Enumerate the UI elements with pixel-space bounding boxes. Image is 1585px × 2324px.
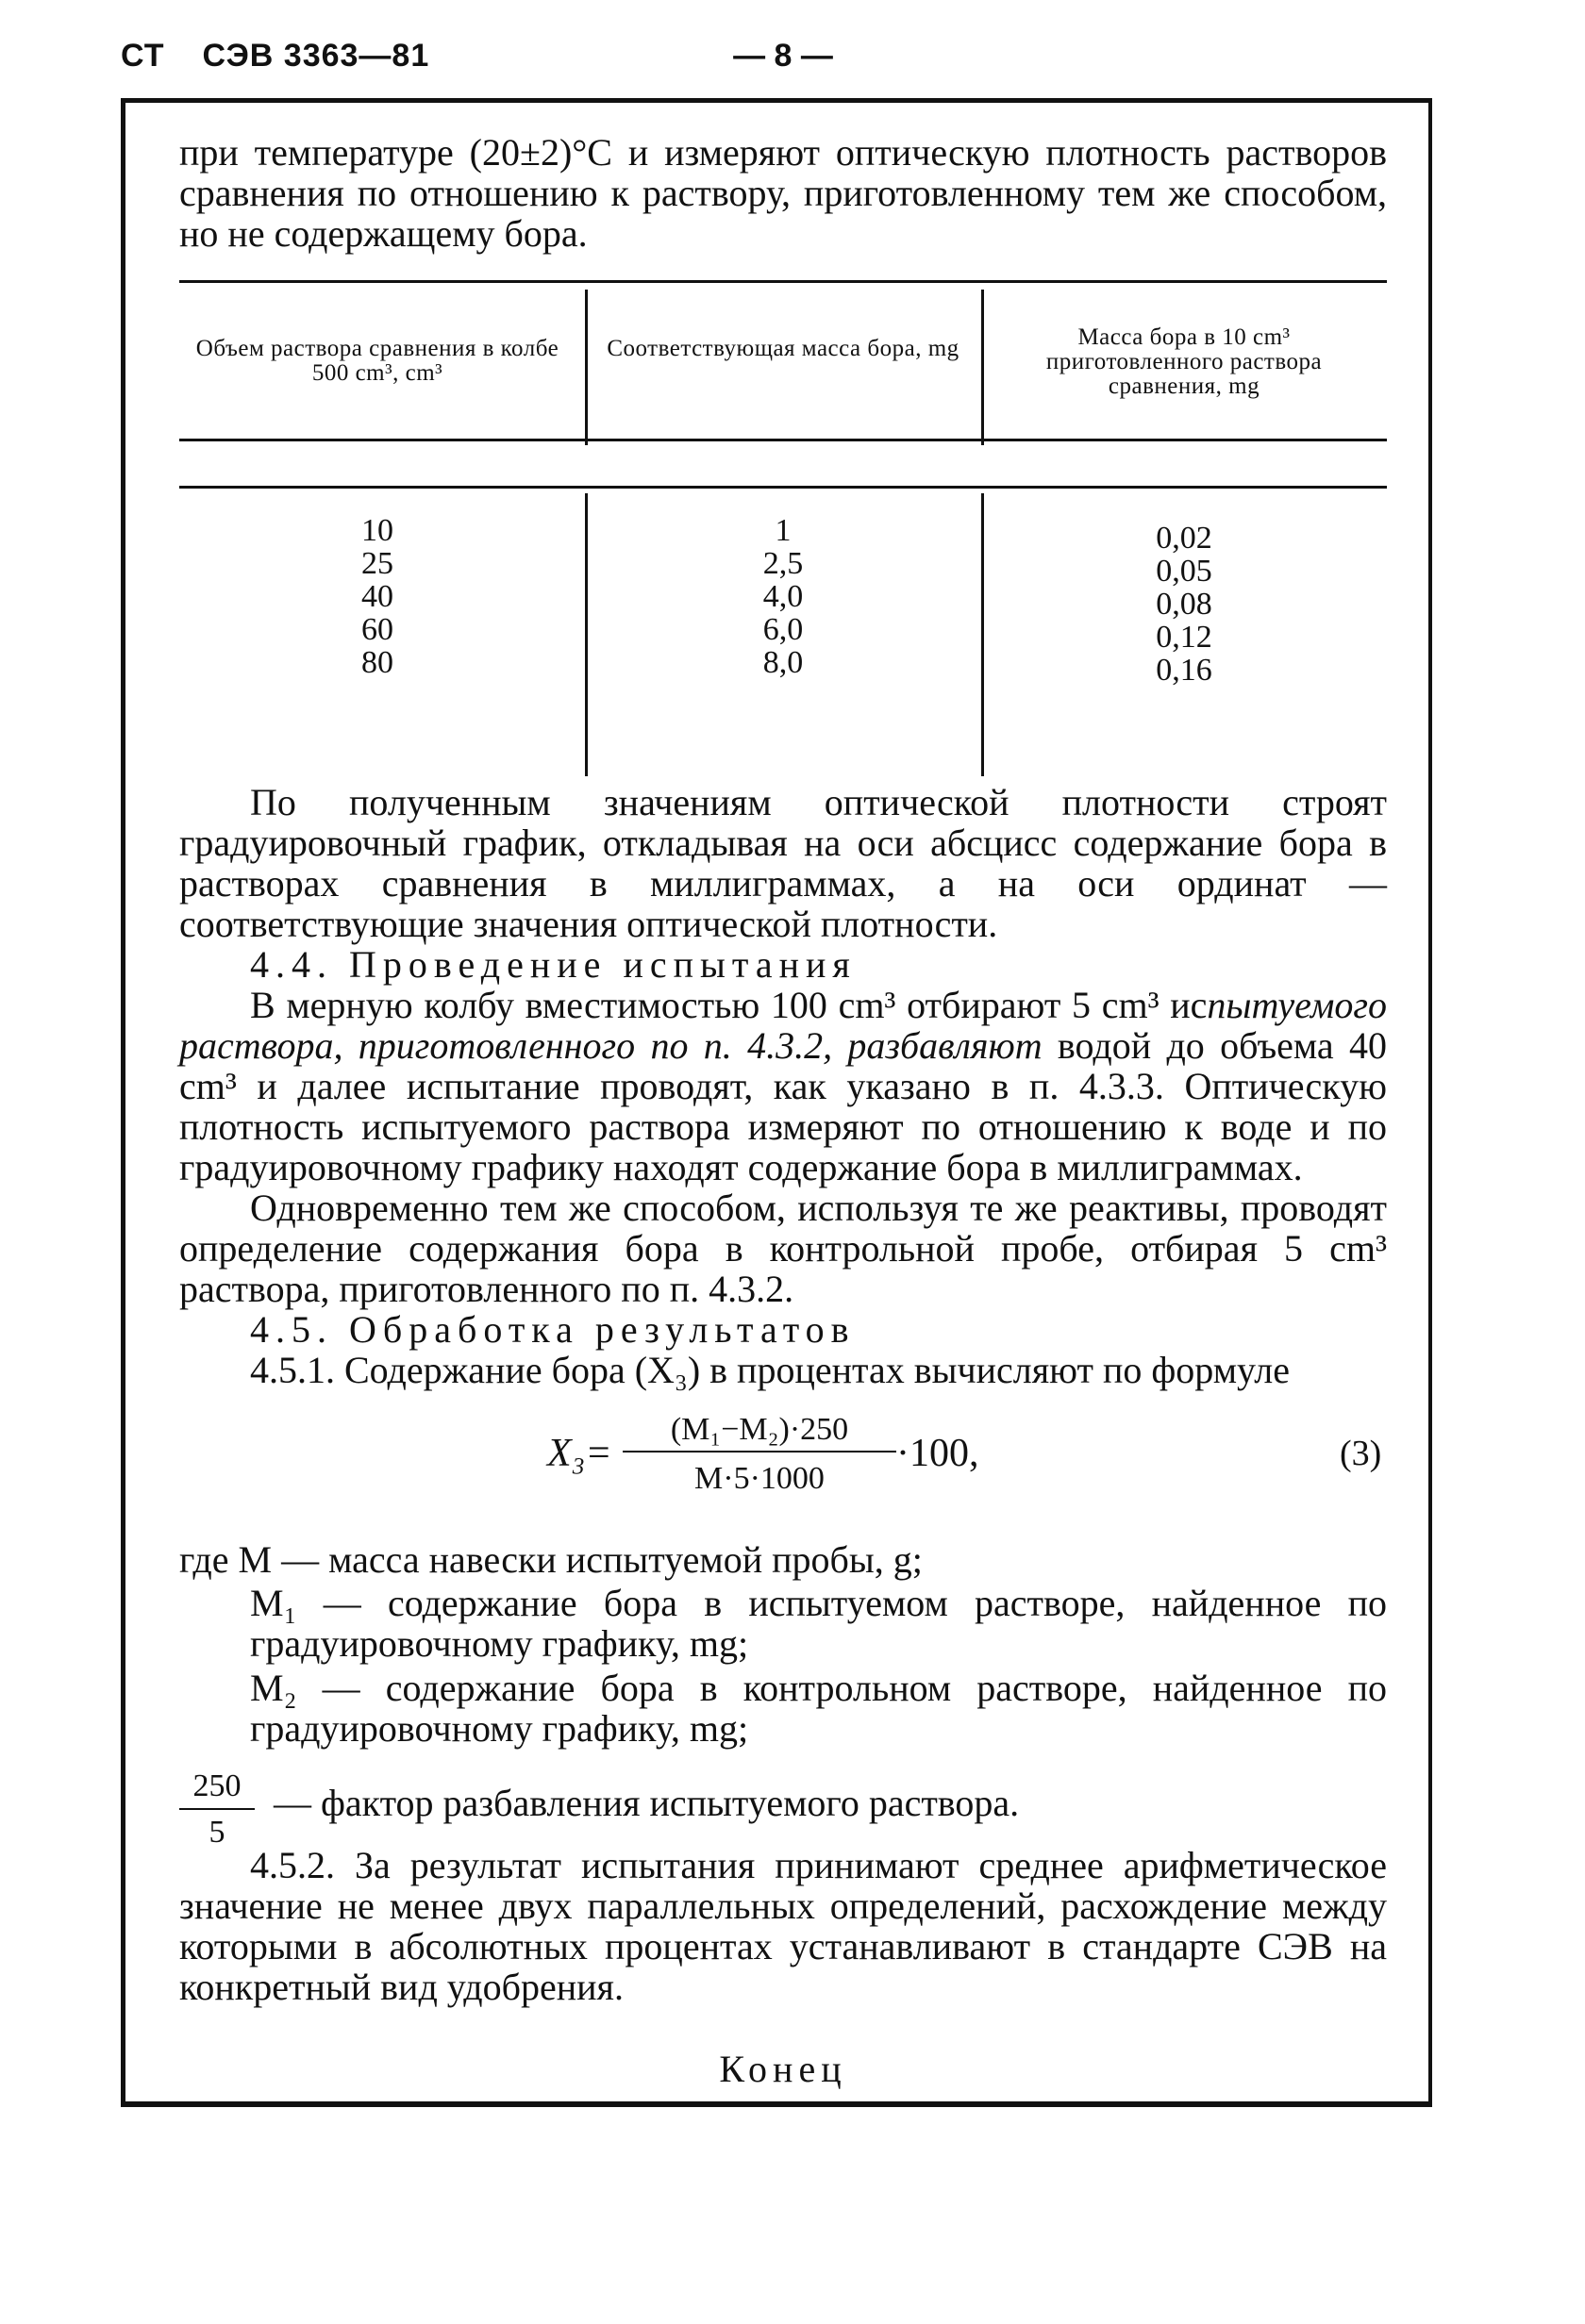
table-cell: 10 [361, 513, 393, 548]
table-header-mass-10cm3: Масса бора в 10 cm³ приготовленного раствора сравнения, mg [1045, 324, 1323, 399]
reference-solution-table [179, 280, 1387, 782]
section-4-5-2-paragraph: 4.5.2. За результат испытания принимают среднее арифметическое значение не менее двух параллельных определений, расхождение между которыми в абсолютных процентах устанавливают в стандарте СЭВ на конкретный вид удобрения. [179, 1844, 1387, 2008]
table-divider [981, 493, 984, 776]
formula-multiplier: ·100, [896, 1432, 979, 1475]
table-cell: 0,12 [1156, 620, 1212, 655]
standard-prefix: СТ [121, 38, 165, 74]
table-header-volume: Объем раствора сравнения в колбе 500 cm³, cm³ [195, 336, 559, 386]
table-cell: 6,0 [762, 612, 804, 647]
section-4-4-paragraph-2: Одновременно тем же способом, используя те же реактивы, проводят определение содержания бора в контрольной пробе, отбирая 5 cm³ раствора, приготовленного по п. 4.3.2. [179, 1187, 1387, 1310]
fraction-bar [623, 1451, 896, 1452]
formula-denominator: M·5·1000 [694, 1461, 825, 1496]
table-cell: 40 [361, 579, 393, 614]
graph-paragraph: По полученным значениям оптической плотности строят градуировочный график, откладывая на оси абсцисс содержание бора в растворах сравнения в миллиграммах, а на оси ординат — соответствующие значения оптической плотности. [179, 781, 1387, 945]
page-header [121, 38, 429, 75]
definition-m: где M — масса навески испытуемой пробы, g; [179, 1538, 923, 1581]
section-4-4-paragraph-1 [179, 985, 1387, 1187]
section-4-4-title: 4.4. Проведение испытания [250, 943, 857, 986]
table-header-rule [179, 439, 1387, 441]
table-top-rule [179, 280, 1387, 283]
text-run-italic: пытуемого раствора, приготовленного по п. 4.3.2, разбавляют [179, 984, 1387, 1067]
table-divider [585, 290, 588, 445]
page-number: — 8 — [733, 38, 833, 74]
text-run: водой до объема 40 cm³ и далее испытание проводят, как указано в п. 4.3.3. Оптическую плотность испытуемого раствора измеряют по отношению к воде и по градуировочному графику находят содержание бора в миллиграммах. [179, 1024, 1387, 1188]
fraction-bar [179, 1808, 255, 1810]
standard-code: СЭВ 3363—81 [202, 38, 430, 74]
factor-description: — фактор разбавления испытуемого раствора. [274, 1782, 1020, 1824]
table-column-mass [594, 514, 972, 679]
section-4-5-title: 4.5. Обработка результатов [250, 1308, 856, 1351]
table-body-rule [179, 486, 1387, 489]
formula-lhs: X₃= [547, 1432, 612, 1475]
table-cell: 2,5 [762, 546, 804, 581]
table-divider [981, 290, 984, 445]
table-cell: 0,08 [1156, 587, 1212, 622]
dilution-factor-fraction [179, 1766, 255, 1852]
table-cell: 4,0 [762, 579, 804, 614]
factor-numerator: 250 [192, 1768, 242, 1803]
text-run: В мерную колбу вместимостью 100 cm³ отбирают 5 cm³ ис [250, 984, 1208, 1026]
table-cell: 8,0 [762, 645, 804, 680]
definition-m1: M₁ — содержание бора в испытуемом растворе, найденное по градуировочному графику, mg; [250, 1582, 1387, 1665]
table-column-mass-10cm3 [991, 522, 1377, 687]
section-4-5-1-paragraph: 4.5.1. Содержание бора (X₃) в процентах вычисляют по формуле [250, 1349, 1290, 1391]
formula-3 [179, 1390, 1387, 1532]
document-end-mark: Конец [719, 2048, 847, 2090]
equation-number: (3) [1340, 1434, 1382, 1473]
table-cell: 0,05 [1156, 554, 1212, 589]
formula-definitions [179, 1539, 1387, 1784]
table-cell: 25 [361, 546, 393, 581]
document-body [179, 132, 1387, 2089]
table-column-volume [179, 514, 576, 679]
table-cell: 60 [361, 612, 393, 647]
dilution-factor-line [179, 1766, 1387, 1850]
table-cell: 0,16 [1156, 653, 1212, 688]
intro-paragraph: при температуре (20±2)°С и измеряют оптическую плотность растворов сравнения по отношению к раствору, приготовленному тем же способом, но не содержащему бора. [179, 131, 1387, 255]
table-divider [585, 493, 588, 776]
definition-m2: M₂ — содержание бора в контрольном растворе, найденное по градуировочному графику, mg; [250, 1667, 1387, 1750]
table-cell: 0,02 [1156, 521, 1212, 556]
table-cell: 1 [775, 513, 792, 548]
table-cell: 80 [361, 645, 393, 680]
table-header-mass: Соответствующая масса бора, mg [607, 336, 959, 361]
factor-denominator: 5 [209, 1815, 225, 1850]
formula-numerator: (M₁−M₂)·250 [670, 1412, 849, 1447]
